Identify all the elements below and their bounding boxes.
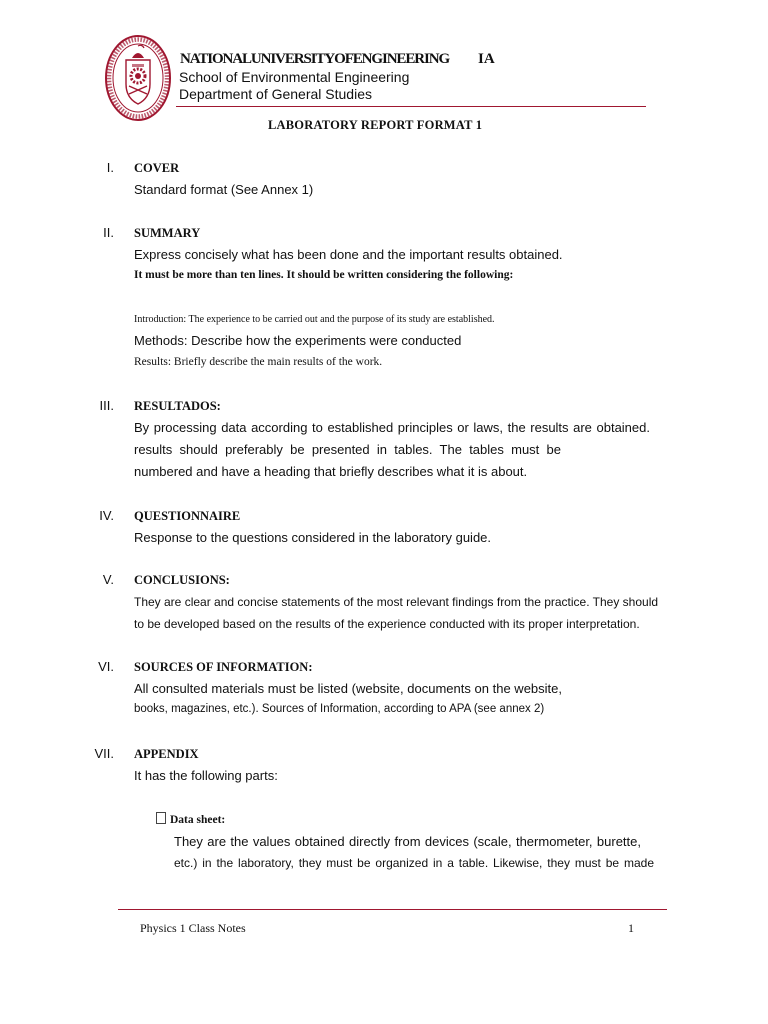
section-text: They are the values obtained directly from devices (scale, thermometer, burette, <box>174 834 641 849</box>
section-number: VII. <box>94 746 114 761</box>
document-title: LABORATORY REPORT FORMAT 1 <box>268 118 483 132</box>
section-title-summary: SUMMARY <box>134 226 201 240</box>
section-number: II. <box>103 225 114 240</box>
department-name: Department of General Studies <box>179 86 372 102</box>
section-text: By processing data according to established principles or laws, the results are obtained. <box>134 420 650 435</box>
appendix-subitem <box>156 812 225 826</box>
footer-title: Physics 1 Class Notes <box>140 921 246 935</box>
header-divider <box>176 106 646 107</box>
section-text: Results: Briefly describe the main results of the work. <box>134 356 383 368</box>
section-number: V. <box>102 572 114 587</box>
university-seal-logo <box>104 34 172 122</box>
section-text: to be developed based on the results of the experience conducted with its proper interpretation. <box>134 617 640 631</box>
section-text: books, magazines, etc.). Sources of Information, according to APA (see annex 2) <box>134 703 545 715</box>
section-text: Methods: Describe how the experiments were conducted <box>134 333 462 348</box>
section-text: numbered and have a heading that briefly describes what it is about. <box>134 464 528 479</box>
section-text: Express concisely what has been done and the important results obtained. <box>134 247 563 262</box>
subitem-title: Data sheet: <box>170 814 226 826</box>
checkbox-bullet-icon <box>156 812 166 824</box>
document-code: IA <box>478 51 495 67</box>
section-text: Standard format (See Annex 1) <box>134 182 314 197</box>
section-title-sources: SOURCES OF INFORMATION: <box>134 660 313 674</box>
section-text: It has the following parts: <box>134 768 278 783</box>
section-text: All consulted materials must be listed (website, documents on the website, <box>134 681 562 696</box>
section-text: etc.) in the laboratory, they must be organized in a table. Likewise, they must be made <box>174 856 654 870</box>
section-number: IV. <box>99 508 114 523</box>
section-title-appendix: APPENDIX <box>134 747 199 761</box>
section-title-cover: COVER <box>134 161 180 175</box>
section-title-conclusions: CONCLUSIONS: <box>134 573 230 587</box>
section-text: results should preferably be presented in tables. The tables must be <box>134 442 561 457</box>
section-text: It must be more than ten lines. It should be written considering the following: <box>134 269 514 281</box>
footer-divider <box>118 909 667 910</box>
section-number: III. <box>99 398 114 413</box>
page-number: 1 <box>628 921 634 935</box>
section-title-results: RESULTADOS: <box>134 399 221 413</box>
section-number: VI. <box>98 659 114 674</box>
section-text: They are clear and concise statements of the most relevant findings from the practice. They should <box>134 595 659 609</box>
section-text: Introduction: The experience to be carried out and the purpose of its study are established. <box>134 314 495 325</box>
section-text: Response to the questions considered in the laboratory guide. <box>134 530 492 545</box>
school-name: School of Environmental Engineering <box>179 69 410 85</box>
section-number: I. <box>106 160 114 175</box>
section-title-questionnaire: QUESTIONNAIRE <box>134 509 241 523</box>
university-name: NATIONALUNIVERSITYOFENGINEERING <box>180 51 450 67</box>
